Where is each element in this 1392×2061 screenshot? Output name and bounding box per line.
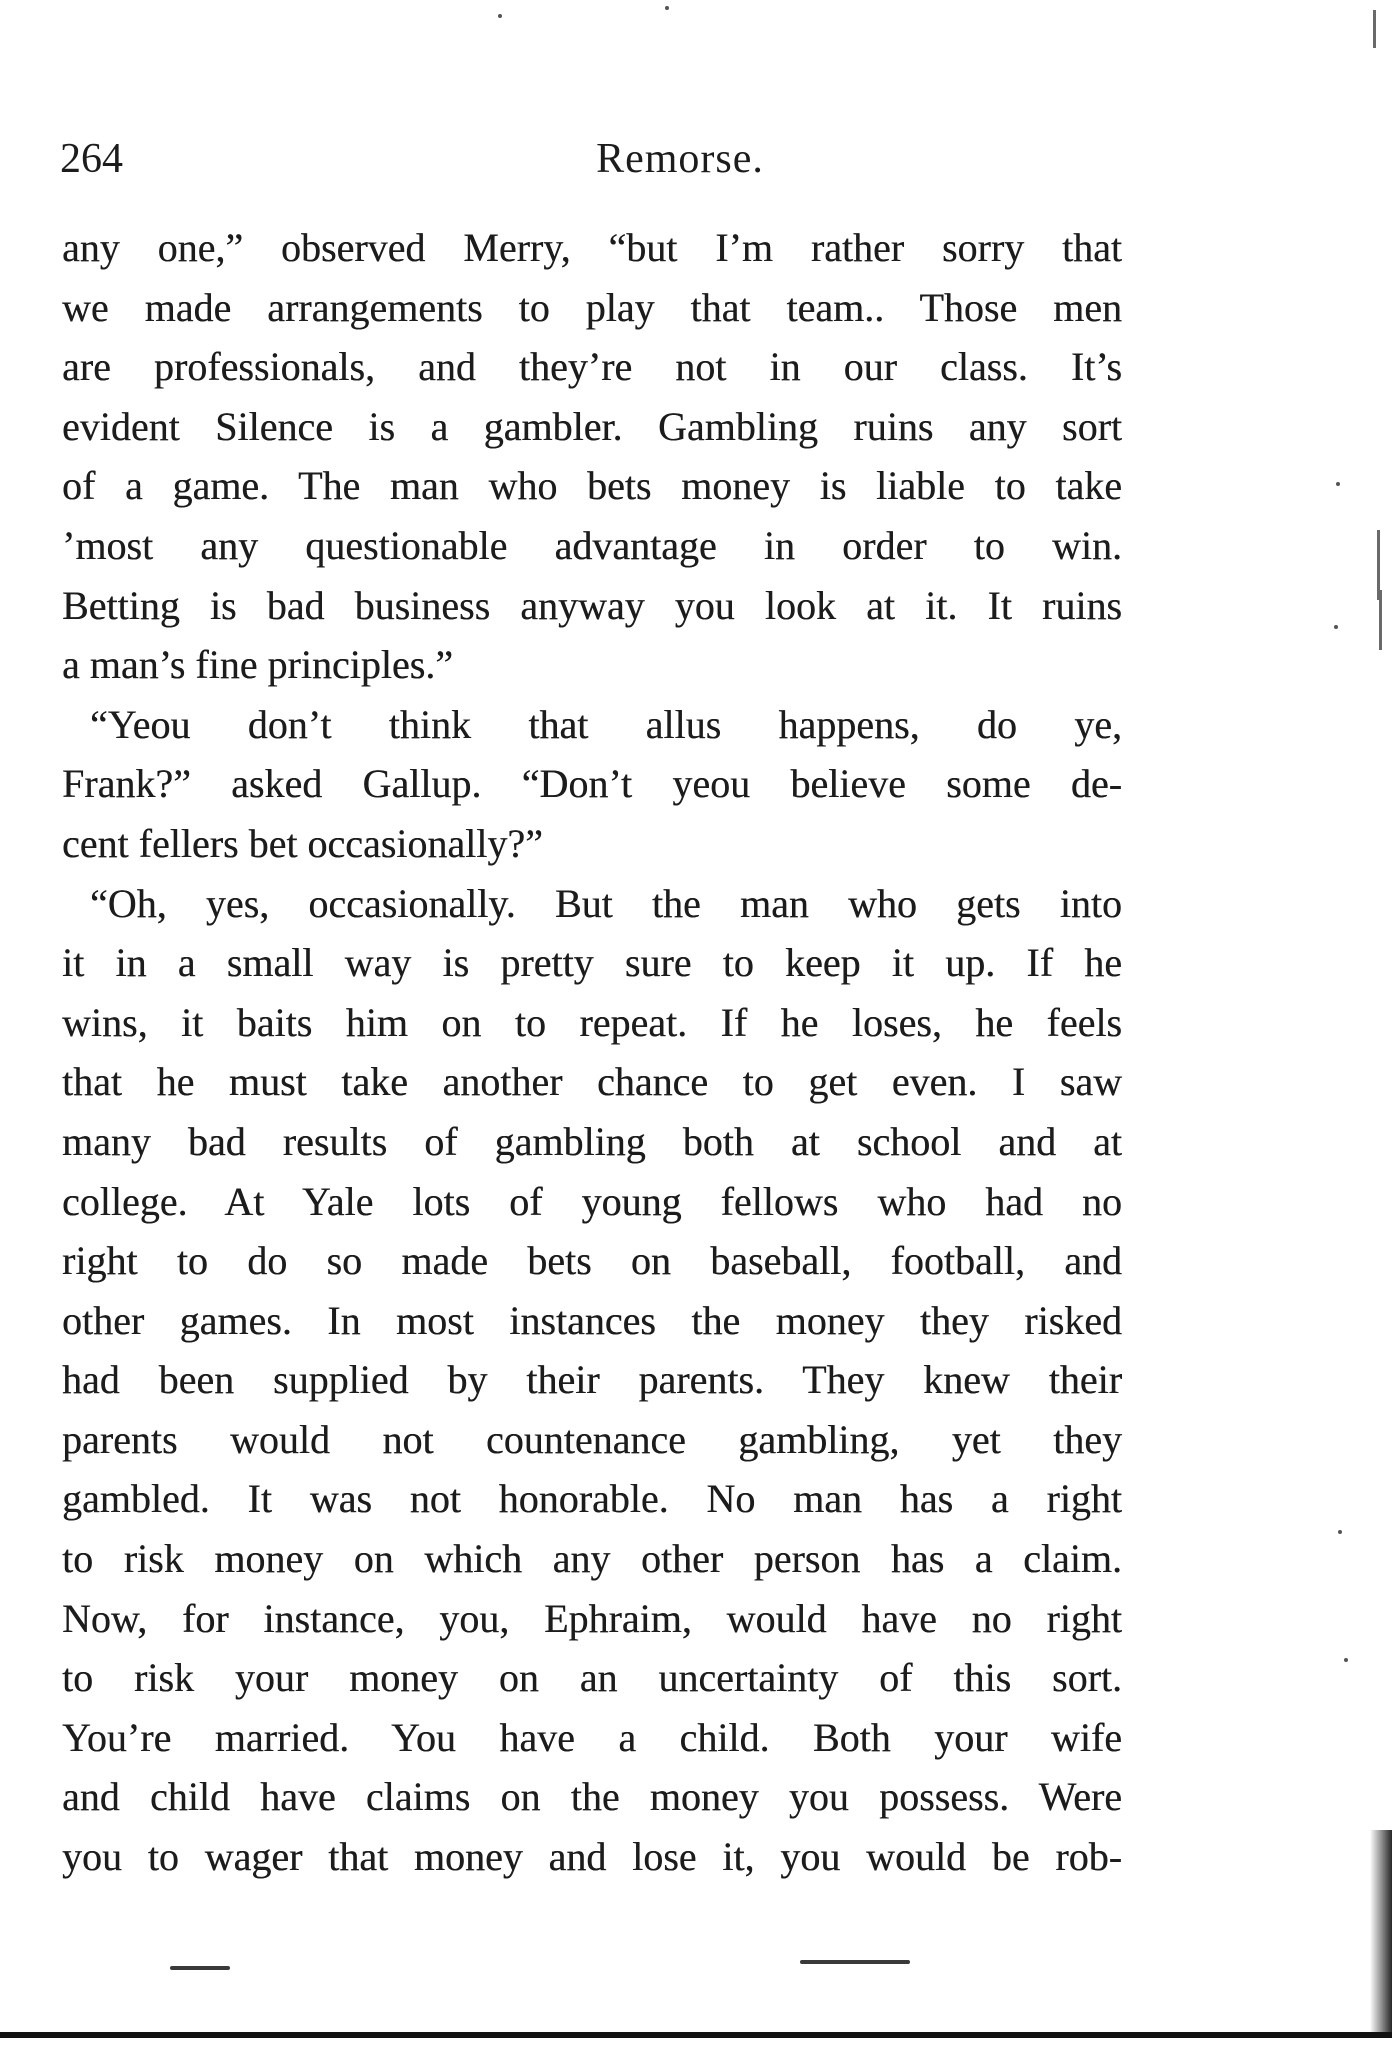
text-line: parents would not countenance gambling, yet they: [62, 1416, 1122, 1462]
text-line: Now, for instance, you, Ephraim, would have no right: [62, 1595, 1122, 1641]
text-line: other games. In most instances the money they risked: [62, 1297, 1122, 1343]
text-line: evident Silence is a gambler. Gambling ruins any sort: [62, 403, 1122, 449]
text-line: many bad results of gambling both at school and at: [62, 1118, 1122, 1164]
text-line: college. At Yale lots of young fellows who had no: [62, 1178, 1122, 1224]
scan-speck: [1338, 1530, 1342, 1534]
scan-speck: [665, 6, 669, 10]
text-line: any one,” observed Merry, “but I’m rather sorry that: [62, 225, 1122, 270]
text-line: right to do so made bets on baseball, football, and: [62, 1238, 1122, 1284]
text-line: and child have claims on the money you possess. Were: [62, 1774, 1122, 1820]
text-line: to risk your money on an uncertainty of this sort.: [62, 1655, 1122, 1701]
text-line: “Oh, yes, occasionally. But the man who gets into: [90, 880, 1122, 926]
scan-speck: [1336, 482, 1340, 486]
text-line: ’most any questionable advantage in order to win.: [62, 522, 1122, 568]
text-line: it in a small way is pretty sure to keep it up. If he: [62, 940, 1122, 986]
page-number: 264: [60, 136, 123, 182]
running-title: Remorse.: [596, 136, 764, 182]
text-line: to risk money on which any other person has a claim.: [62, 1536, 1122, 1582]
text-line: you to wager that money and lose it, you would be rob-: [62, 1834, 1122, 1880]
scan-speck: [1344, 1658, 1348, 1662]
scan-smudge: [800, 1960, 910, 1964]
text-line: Frank?” asked Gallup. “Don’t yeou believe some de-: [62, 761, 1122, 807]
text-line: You’re married. You have a child. Both your wife: [62, 1714, 1122, 1760]
text-line: of a game. The man who bets money is liable to take: [62, 463, 1122, 509]
text-line: Betting is bad business anyway you look at it. It ruins: [62, 582, 1122, 628]
text-line: we made arrangements to play that team.. Those men: [62, 284, 1122, 330]
page-edge-shadow: [1370, 1830, 1392, 2035]
text-line: a man’s fine principles.”: [62, 642, 453, 688]
scan-speck: [1334, 625, 1338, 629]
scan-speck: [498, 14, 502, 18]
scan-smudge: [170, 1966, 230, 1970]
text-line: gambled. It was not honorable. No man has a right: [62, 1476, 1122, 1522]
text-line: cent fellers bet occasionally?”: [62, 820, 543, 866]
text-line: had been supplied by their parents. They knew their: [62, 1357, 1122, 1403]
scan-edge-mark: [1379, 590, 1382, 650]
text-line: wins, it baits him on to repeat. If he loses, he feels: [62, 999, 1122, 1045]
body-text: [62, 218, 1122, 1887]
page-bottom-edge: [0, 2032, 1392, 2038]
scan-edge-mark: [1373, 10, 1376, 48]
text-line: that he must take another chance to get even. I saw: [62, 1059, 1122, 1105]
text-line: are professionals, and they’re not in our class. It’s: [62, 344, 1122, 390]
text-line: “Yeou don’t think that allus happens, do ye,: [90, 701, 1122, 747]
